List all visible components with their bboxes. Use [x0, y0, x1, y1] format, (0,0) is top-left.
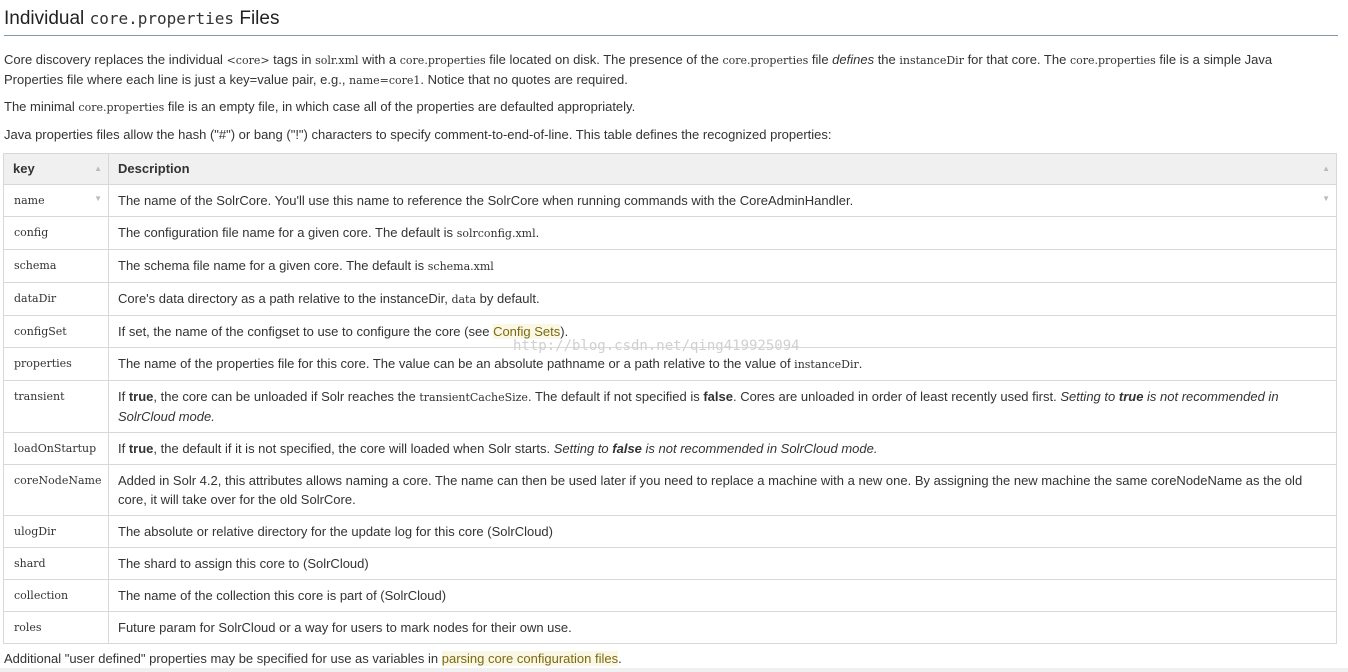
text: The configuration file name for a given core. The default is [118, 225, 457, 240]
text: with a [358, 52, 400, 67]
inline-code: instanceDir [794, 358, 859, 371]
text: . [618, 651, 622, 666]
property-key: ulogDir [4, 516, 109, 548]
heading-text: Individual [4, 8, 90, 29]
intro-paragraph [4, 50, 1334, 90]
property-description [109, 316, 1337, 348]
inline-code: core.properties [1069, 54, 1156, 67]
config-sets-link[interactable]: Config Sets [493, 324, 561, 339]
bold-text: true [128, 441, 154, 456]
text: If [118, 389, 129, 404]
text: If set, the name of the configset to use to configure the core (see [118, 324, 494, 339]
inline-code: solrconfig.xml [456, 227, 536, 240]
property-description [109, 348, 1337, 381]
text: The name of the properties file for this core. The value can be an absolute pathname or a path relative to the value of [118, 356, 795, 371]
text: If [118, 441, 129, 456]
property-description [109, 381, 1337, 433]
property-description [109, 217, 1337, 250]
text: Setting to [1060, 389, 1119, 404]
column-header-label: Description [118, 161, 190, 176]
table-row [4, 316, 1337, 348]
text: file is an empty file, in which case all of the properties are defaulted appropriately. [164, 99, 636, 114]
text: is not recommended in SolrCloud mode. [641, 441, 878, 456]
text: , the default if it is not specified, the core will loaded when Solr starts. [153, 441, 554, 456]
footer-paragraph [4, 649, 1334, 668]
text: . [535, 225, 540, 240]
inline-code: <core> [226, 54, 270, 67]
text: , the core can be unloaded if Solr reaches the [153, 389, 420, 404]
bold-text: false [612, 441, 642, 456]
text: ). [560, 324, 569, 339]
inline-code: core.properties [722, 54, 809, 67]
table-row [4, 516, 1337, 548]
table-row [4, 548, 1337, 580]
watermark: http://blog.csdn.net/qing419925094 [513, 338, 800, 354]
inline-code: solr.xml [315, 54, 359, 67]
text: . Cores are unloaded in order of least recently used first. [732, 389, 1061, 404]
text: by default. [476, 291, 540, 306]
page-heading [4, 8, 1338, 36]
minimal-paragraph [4, 97, 1334, 117]
emphasis: defines [832, 52, 875, 67]
property-key: schema [4, 250, 109, 283]
property-key: shard [4, 548, 109, 580]
property-key: properties [4, 348, 109, 381]
table-row [4, 348, 1337, 381]
text: Additional "user defined" properties may be specified for use as variables in [4, 651, 442, 666]
comments-paragraph: Java properties files allow the hash ("#") or bang ("!") characters to specify comment-to-end-of-line. This table defines the recognized properties: [4, 127, 832, 142]
column-header-label: key [13, 161, 35, 176]
property-key: configSet [4, 316, 109, 348]
property-description [109, 250, 1337, 283]
text: Setting to [553, 441, 613, 456]
bottom-bar [0, 668, 1348, 672]
table-row [4, 185, 1337, 217]
table-row [4, 465, 1337, 516]
property-description [109, 283, 1337, 316]
parsing-config-link[interactable]: parsing core configuration files [441, 651, 619, 666]
inline-code: core.properties [78, 101, 165, 114]
text: file is a simple Java Properties file where each line is just a key=value pair, e.g., [4, 52, 1273, 87]
table-row [4, 217, 1337, 250]
text: Core discovery replaces the individual [4, 52, 227, 67]
property-description: Added in Solr 4.2, this attributes allows naming a core. The name can then be used later if you need to replace a machine with a new one. By assigning the new machine the same coreNodeName as the old core, it will take over for the old SolrCore. [109, 465, 1337, 516]
text: tags in [269, 52, 316, 67]
property-description: The name of the collection this core is part of (SolrCloud) [109, 580, 1337, 612]
table-header-row [4, 154, 1337, 185]
property-key: config [4, 217, 109, 250]
property-key: dataDir [4, 283, 109, 316]
text: Core's data directory as a path relative to the instanceDir, [118, 291, 452, 306]
inline-code: data [451, 293, 477, 306]
table-row [4, 381, 1337, 433]
bold-text: false [703, 389, 733, 404]
text: The minimal [4, 99, 79, 114]
property-key: collection [4, 580, 109, 612]
text: file located on disk. The presence of the [485, 52, 723, 67]
bold-text: true [128, 389, 154, 404]
inline-code: core.properties [399, 54, 486, 67]
text: The schema file name for a given core. The default is [118, 258, 428, 273]
property-key: transient [4, 381, 109, 433]
inline-code: instanceDir [899, 54, 964, 67]
properties-table [3, 153, 1337, 644]
property-key: coreNodeName [4, 465, 109, 516]
table-row [4, 283, 1337, 316]
table-row [4, 250, 1337, 283]
table-row [4, 433, 1337, 465]
sort-icon[interactable]: ▲ ▼ [1322, 164, 1330, 203]
text: the [874, 52, 900, 67]
property-key: roles [4, 612, 109, 644]
text: . The default if not specified is [527, 389, 704, 404]
bold-text: true [1118, 389, 1144, 404]
text: is not recommended in SolrCloud mode. [118, 389, 1279, 424]
table-row [4, 612, 1337, 644]
property-key: loadOnStartup [4, 433, 109, 465]
note [554, 441, 878, 456]
text: for that core. The [963, 52, 1070, 67]
table-row [4, 580, 1337, 612]
property-key: name [4, 185, 109, 217]
inline-code: name=core1 [349, 74, 421, 87]
property-description: The shard to assign this core to (SolrCloud) [109, 548, 1337, 580]
property-description: The name of the SolrCore. You'll use this name to reference the SolrCore when running commands with the CoreAdminHandler. [109, 185, 1337, 217]
text: file [808, 52, 833, 67]
text: . Notice that no quotes are required. [420, 72, 628, 87]
sort-icon[interactable]: ▲ ▼ [94, 164, 102, 203]
text: . [858, 356, 863, 371]
inline-code: schema.xml [427, 260, 494, 273]
heading-text-end: Files [234, 8, 280, 29]
inline-code: transientCacheSize [419, 391, 528, 404]
property-description: Future param for SolrCloud or a way for users to mark nodes for their own use. [109, 612, 1337, 644]
property-description: The absolute or relative directory for the update log for this core (SolrCloud) [109, 516, 1337, 548]
property-description [109, 433, 1337, 465]
heading-code: core.properties [89, 9, 235, 28]
